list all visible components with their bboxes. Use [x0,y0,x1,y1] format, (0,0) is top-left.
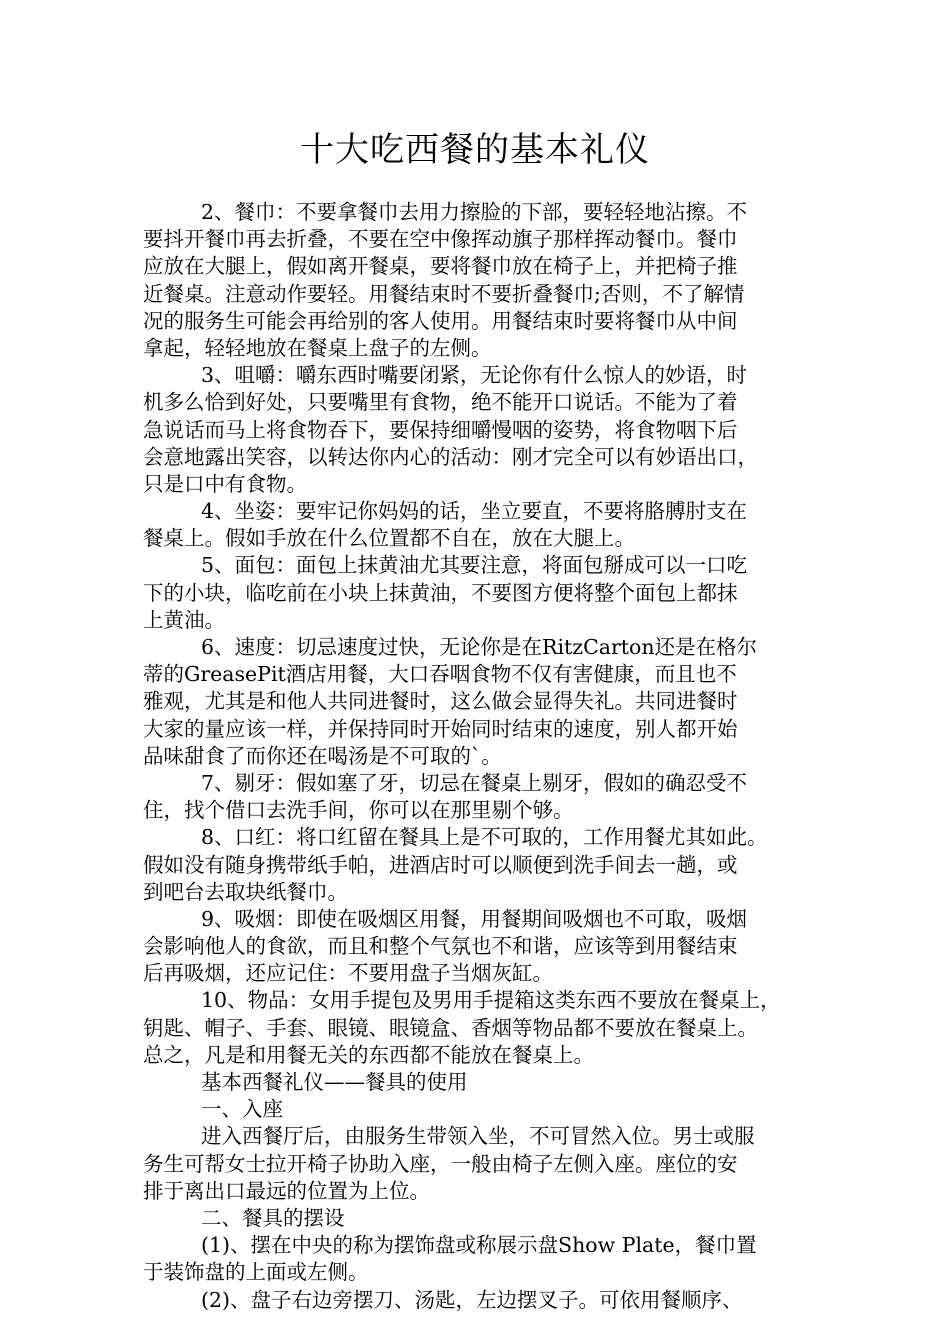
text-line: 7、剔牙：假如塞了牙，切忌在餐桌上剔牙，假如的确忍受不 [201,770,748,795]
document-body [143,199,829,1314]
text-line: 务生可帮女士拉开椅子协助入座，一般由椅子左侧入座。座位的安 [143,1151,738,1176]
text-line: 后再吸烟，还应记住：不要用盘子当烟灰缸。 [143,961,553,986]
text-line: 品味甜食了而你还在喝汤是不可取的`。 [143,743,502,768]
text-line: 3、咀嚼：嚼东西时嘴要闭紧，无论你有什么惊人的妙语，时 [201,363,748,388]
text-line: 假如没有随身携带纸手帕，进酒店时可以顺便到洗手间去一趟，或 [143,852,738,877]
text-line: 住，找个借口去洗手间，你可以在那里剔个够。 [143,798,574,823]
text-line: 9、吸烟：即使在吸烟区用餐，用餐期间吸烟也不可取，吸烟 [201,906,748,931]
text-line: 进入西餐厅后，由服务生带领入坐，不可冒然入位。男士或服 [201,1124,755,1149]
text-line: 会意地露出笑容，以转达你内心的活动：刚才完全可以有妙语出口， [143,444,758,469]
text-line: 4、坐姿：要牢记你妈妈的话，坐立要直，不要将胳膊肘支在 [201,499,748,524]
text-line: 上黄油。 [143,607,225,632]
text-line: 5、面包：面包上抹黄油尤其要注意，将面包掰成可以一口吃 [201,553,748,578]
text-line: 急说话而马上将食物吞下，要保持细嚼慢咽的姿势，将食物咽下后 [143,417,738,442]
text-line: 大家的量应该一样，并保持同时开始同时结束的速度，别人都开始 [143,716,738,741]
text-line: 况的服务生可能会再给别的客人使用。用餐结束时要将餐巾从中间 [143,308,738,333]
text-line: 近餐桌。注意动作要轻。用餐结束时不要折叠餐巾;否则，不了解情 [143,281,745,306]
text-line: 基本西餐礼仪——餐具的使用 [201,1070,468,1094]
text-line: 雅观，尤其是和他人共同进餐时，这么做会显得失礼。共同进餐时 [143,689,738,714]
text-line: 餐桌上。假如手放在什么位置都不自在，放在大腿上。 [143,526,635,551]
text-line: 机多么恰到好处，只要嘴里有食物，绝不能开口说话。不能为了着 [143,390,738,415]
text-line: 钥匙、帽子、手套、眼镜、眼镜盒、香烟等物品都不要放在餐桌上。 [143,1015,758,1040]
text-line: (1)、摆在中央的称为摆饰盘或称展示盘Show Plate，餐巾置 [201,1233,757,1258]
text-line: 排于离出口最远的位置为上位。 [143,1178,430,1203]
text-line: 于装饰盘的上面或左侧。 [143,1260,369,1285]
text-line: 总之，凡是和用餐无关的东西都不能放在餐桌上。 [143,1042,594,1067]
text-line: 蒂的GreasePit酒店用餐，大口吞咽食物不仅有害健康，而且也不 [143,662,737,687]
text-line: 下的小块，临吃前在小块上抹黄油，不要图方便将整个面包上都抹 [143,580,738,605]
text-line: 应放在大腿上，假如离开餐桌，要将餐巾放在椅子上，并把椅子推 [143,254,738,279]
text-line: 二、餐具的摆设 [201,1205,345,1230]
text-line: 拿起，轻轻地放在餐桌上盘子的左侧。 [143,335,492,360]
text-line: 会影响他人的食欲，而且和整个气氛也不和谐，应该等到用餐结束 [143,934,738,959]
text-line: 2、餐巾：不要拿餐巾去用力擦脸的下部，要轻轻地沾擦。不 [201,200,748,224]
document-title: 十大吃西餐的基本礼仪 [300,130,650,170]
text-line: 6、速度：切忌速度过快，无论你是在RitzCarton还是在格尔 [201,635,758,659]
text-line: (2)、盘子右边旁摆刀、汤匙，左边摆叉子。可依用餐顺序、 [201,1287,743,1312]
text-line: 10、物品：女用手提包及男用手提箱这类东西不要放在餐桌上， [201,988,781,1013]
text-line: 只是口中有食物。 [143,471,307,496]
text-line: 到吧台去取块纸餐巾。 [143,879,348,904]
text-line: 一、入座 [201,1097,283,1122]
text-line: 要抖开餐巾再去折叠，不要在空中像挥动旗子那样挥动餐巾。餐巾 [143,227,738,252]
text-line: 8、口红：将口红留在餐具上是不可取的，工作用餐尤其如此。 [201,825,768,850]
